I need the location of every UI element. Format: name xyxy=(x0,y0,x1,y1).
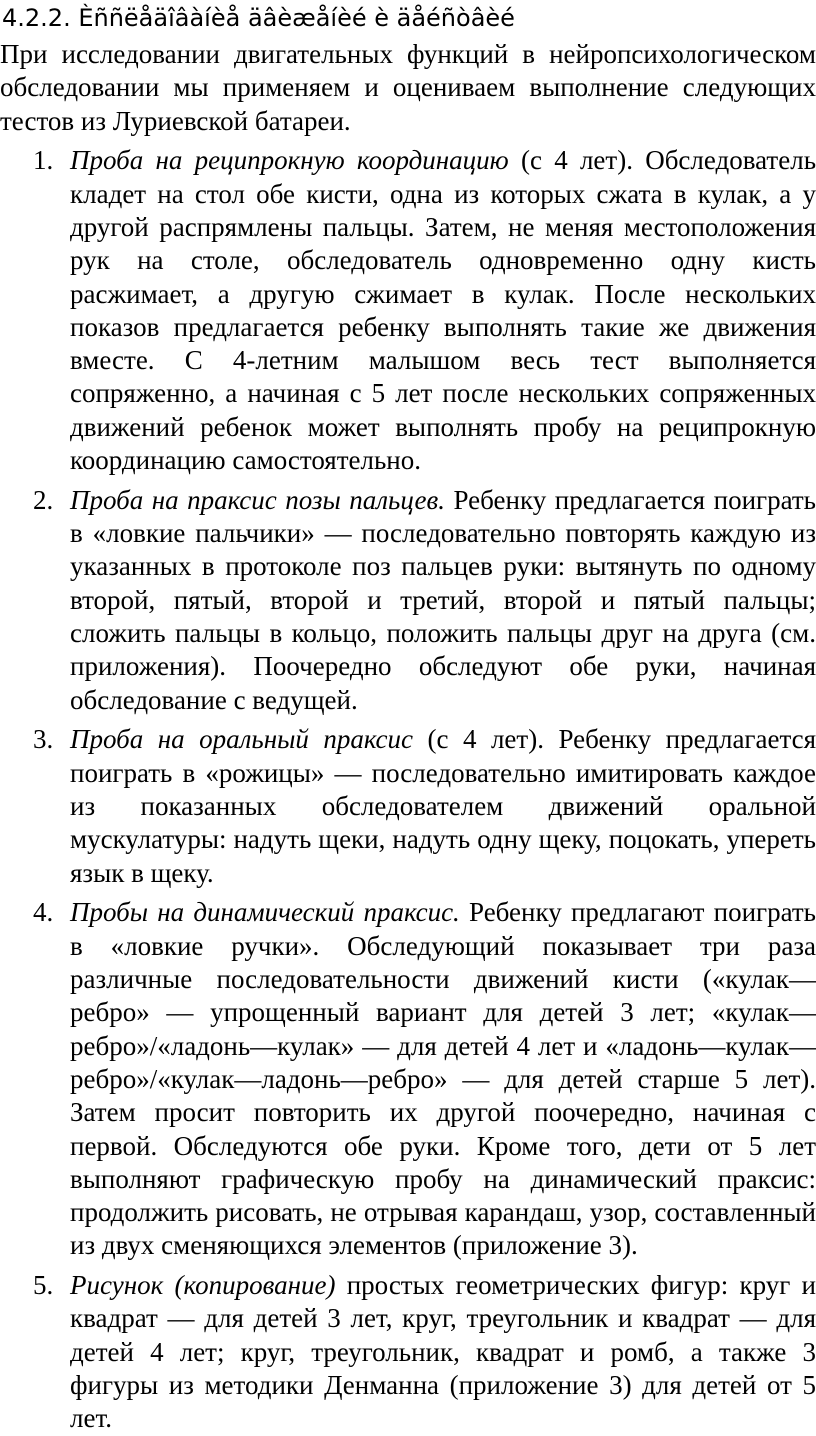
list-item xyxy=(0,1269,816,1435)
list-item-number: 3. xyxy=(33,724,54,755)
list-item-text: (с 4 лет). Ребенку предлагается поиграть в «рожицы» — последовательно имитировать каждое из показанных обследователем движений оральной мускулатуры: надуть щеки, надуть одну щеку, поцокать, упереть язык в щеку. xyxy=(70,724,816,888)
intro-paragraph: При исследовании двигательных функций в нейропсихологическом обследовании мы применяем и оцениваем выполнение следующих тестов из Луриевской батареи. xyxy=(0,39,816,136)
document-body xyxy=(0,38,816,1436)
list-item-text: Ребенку предлагается поиграть в «ловкие пальчики» — последовательно повторять каждую из указанных в протоколе поз пальцев руки: вытянуть по одному второй, пятый, второй и третий, второй и пятый пальцы; сложить пальцы в кольцо, положить пальцы друг на друга (см. приложения). Поочередно обследуют обе руки, начиная обследование с ведущей. xyxy=(70,484,816,715)
list-item-title: Проба на реципрокную координацию xyxy=(70,145,509,176)
list-item-text: Ребенку предлагают поиграть в «ловкие ручки». Обследующий показывает три раза различные последовательности движений кисти («кулак—ребро» — упрощенный вариант для детей 3 лет; «кулак—ребро»/«ладонь—кулак» — для детей 4 лет и «ладонь—кулак—ребро»/«кулак—ладонь—ребро» — для детей старше 5 лет). Затем просит повторить их другой поочередно, начиная с первой. Обследуются обе руки. Кроме того, дети от 5 лет выполняют графическую пробу на динамический праксис: продолжить рисовать, не отрывая карандаш, узор, составленный из двух сменяющихся элементов (приложение 3). xyxy=(70,897,816,1261)
list-item-title: Проба на оральный праксис xyxy=(70,724,413,755)
list-item-number: 4. xyxy=(33,897,54,928)
list-item-text: простых геометрических фигур: круг и квадрат — для детей 3 лет, круг, треугольник и квадрат — для детей 4 лет; круг, треугольник, квадрат и ромб, а также 3 фигуры из методики Денманна (приложение 3) для детей от 5 лет. xyxy=(70,1270,816,1434)
list-item-number: 1. xyxy=(33,145,54,176)
list-item-title: Проба на праксис позы пальцев. xyxy=(70,484,445,515)
list-item-title: Рисунок (копирование) xyxy=(70,1270,336,1301)
list-item xyxy=(0,144,816,477)
list-item-text: (с 4 лет). Обследователь кладет на стол обе кисти, одна из которых сжата в кулак, а у другой распрямлены пальцы. Затем, не меняя местоположения рук на столе, обследователь одновременно одну кисть расжимает, а другую сжимает в кулак. После нескольких показов предлагается ребенку выполнять такие же движения вместе. С 4-летним малышом весь тест выполняется сопряженно, а начиная с 5 лет после нескольких сопряженных движений ребенок может выполнять пробу на реципрокную координацию самостоятельно. xyxy=(70,145,816,476)
test-list xyxy=(0,144,816,1435)
list-item xyxy=(0,723,816,889)
list-item-number: 2. xyxy=(33,484,54,515)
list-item xyxy=(0,896,816,1262)
list-item-title: Пробы на динамический праксис. xyxy=(70,897,460,928)
list-item xyxy=(0,484,816,717)
list-item-number: 5. xyxy=(33,1270,54,1301)
section-heading: 4.2.2. Èññëåäîâàíèå äâèæåíèé è äåéñòâèé xyxy=(2,4,515,32)
